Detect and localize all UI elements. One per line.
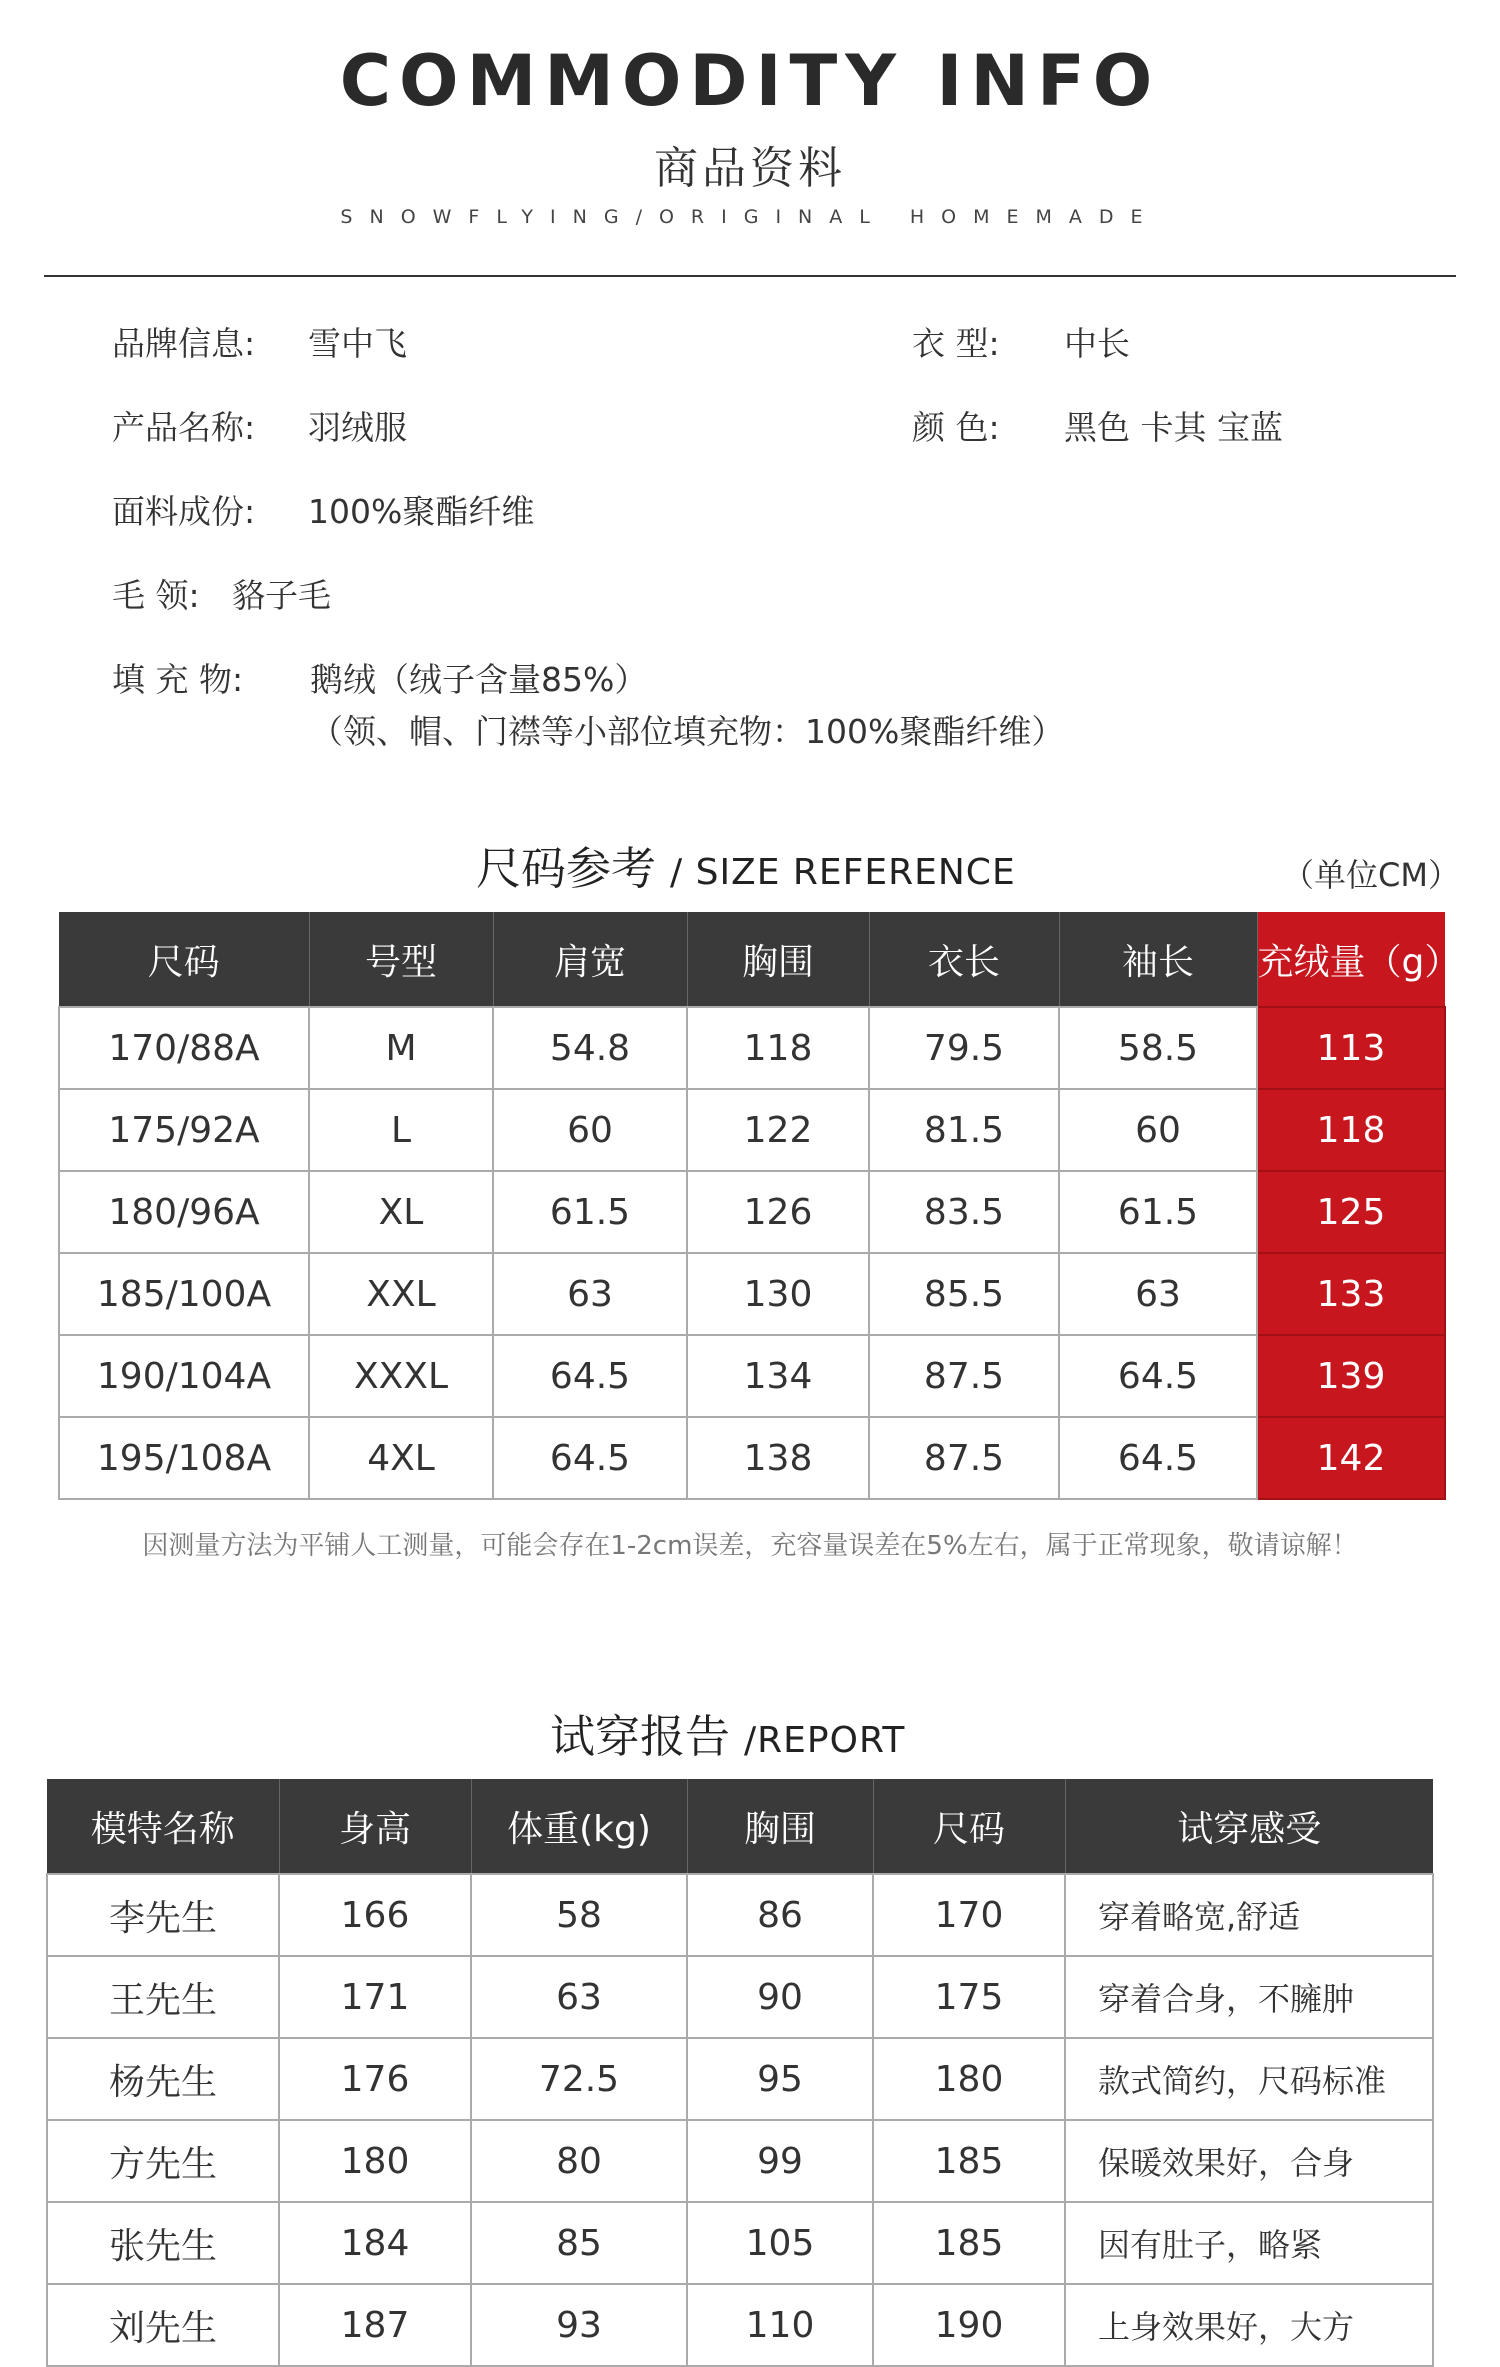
product-name-value: 羽绒服 [308,408,407,447]
weight-cell: 72.5 [471,2038,687,2120]
size-unit: （单位CM） [1282,856,1460,894]
size-section-heading [476,832,1016,897]
weight-cell: 63 [471,1956,687,2038]
chest-cell: 138 [687,1417,869,1499]
height-cell: 171 [279,1956,471,2038]
report-header-weight: 体重(kg) [471,1779,687,1874]
garment-type-label: 衣 型: [912,324,1000,363]
size-cell: 190 [873,2284,1065,2366]
header-divider [44,275,1456,277]
weight-cell: 93 [471,2284,687,2366]
model-cell: XXL [309,1253,493,1335]
report-header-size: 尺码 [873,1779,1065,1874]
weight-cell: 80 [471,2120,687,2202]
table-row [59,1335,1445,1417]
report-header-feeling: 试穿感受 [1065,1779,1433,1874]
size-header-chest: 胸围 [687,912,869,1007]
chest-cell: 134 [687,1335,869,1417]
table-row [47,2284,1433,2366]
table-row [47,1874,1433,1956]
size-cell: 170 [873,1874,1065,1956]
report-header-height: 身高 [279,1779,471,1874]
brand-label: 品牌信息: [112,324,256,363]
report-section-heading [550,1700,905,1765]
length-cell: 79.5 [869,1007,1059,1089]
sleeve-cell: 58.5 [1059,1007,1257,1089]
size-cell: 180 [873,2038,1065,2120]
model-name-cell: 王先生 [47,1956,279,2038]
fill-cell: 125 [1257,1171,1445,1253]
filling-value: 鹅绒（绒子含量85%） [310,660,648,699]
brand-tagline: SNOWFLYING/ORIGINAL HOMEMADE [340,206,1160,228]
weight-cell: 58 [471,1874,687,1956]
size-cell: 190/104A [59,1335,309,1417]
table-row [59,1007,1445,1089]
size-section-subtitle: / SIZE REFERENCE [670,852,1016,893]
table-row [59,1089,1445,1171]
size-header-model: 号型 [309,912,493,1007]
collar-label: 毛 领: [112,576,200,615]
table-row [47,2038,1433,2120]
shoulder-cell: 54.8 [493,1007,687,1089]
chest-cell: 126 [687,1171,869,1253]
chest-cell: 122 [687,1089,869,1171]
feeling-cell: 上身效果好，大方 [1065,2284,1433,2366]
page-title: COMMODITY INFO [339,40,1161,122]
sleeve-cell: 63 [1059,1253,1257,1335]
shoulder-cell: 61.5 [493,1171,687,1253]
report-section-title: 试穿报告 [550,1710,731,1763]
model-cell: 4XL [309,1417,493,1499]
table-row [47,2202,1433,2284]
model-name-cell: 方先生 [47,2120,279,2202]
chest-cell: 90 [687,1956,873,2038]
chest-cell: 118 [687,1007,869,1089]
feeling-cell: 款式简约，尺码标准 [1065,2038,1433,2120]
length-cell: 81.5 [869,1089,1059,1171]
sleeve-cell: 60 [1059,1089,1257,1171]
filling-label: 填 充 物: [112,660,244,699]
model-cell: XXXL [309,1335,493,1417]
height-cell: 187 [279,2284,471,2366]
height-cell: 176 [279,2038,471,2120]
size-cell: 175 [873,1956,1065,2038]
product-name-label: 产品名称: [112,408,256,447]
model-name-cell: 张先生 [47,2202,279,2284]
sleeve-cell: 64.5 [1059,1417,1257,1499]
measurement-note: 因测量方法为平铺人工测量，可能会存在1-2cm误差，充容量误差在5%左右，属于正常现象，敬请谅解！ [142,1531,1358,1561]
report-section-subtitle: /REPORT [744,1720,906,1761]
size-cell: 195/108A [59,1417,309,1499]
chest-cell: 95 [687,2038,873,2120]
model-name-cell: 杨先生 [47,2038,279,2120]
fill-cell: 133 [1257,1253,1445,1335]
chest-cell: 105 [687,2202,873,2284]
model-cell: M [309,1007,493,1089]
feeling-cell: 穿着合身，不臃肿 [1065,1956,1433,2038]
height-cell: 166 [279,1874,471,1956]
report-header-chest: 胸围 [687,1779,873,1874]
fill-cell: 142 [1257,1417,1445,1499]
weight-cell: 85 [471,2202,687,2284]
size-header-length: 衣长 [869,912,1059,1007]
page-subtitle: 商品资料 [654,143,846,194]
size-header-size: 尺码 [59,912,309,1007]
length-cell: 85.5 [869,1253,1059,1335]
report-table [46,1779,1434,2367]
height-cell: 184 [279,2202,471,2284]
size-cell: 185/100A [59,1253,309,1335]
size-table-header [59,912,1445,1007]
model-cell: L [309,1089,493,1171]
chest-cell: 130 [687,1253,869,1335]
model-name-cell: 李先生 [47,1874,279,1956]
table-row [59,1417,1445,1499]
fill-cell: 118 [1257,1089,1445,1171]
color-label: 颜 色: [912,408,1000,447]
length-cell: 87.5 [869,1417,1059,1499]
table-row [47,1956,1433,2038]
feeling-cell: 穿着略宽,舒适 [1065,1874,1433,1956]
sleeve-cell: 64.5 [1059,1335,1257,1417]
size-cell: 170/88A [59,1007,309,1089]
garment-type-value: 中长 [1064,324,1130,363]
shoulder-cell: 60 [493,1089,687,1171]
report-header-name: 模特名称 [47,1779,279,1874]
feeling-cell: 因有肚子，略紧 [1065,2202,1433,2284]
fill-cell: 113 [1257,1007,1445,1089]
feeling-cell: 保暖效果好，合身 [1065,2120,1433,2202]
size-header-sleeve: 袖长 [1059,912,1257,1007]
size-table [58,912,1461,1500]
size-header-shoulder: 肩宽 [493,912,687,1007]
length-cell: 87.5 [869,1335,1059,1417]
sleeve-cell: 61.5 [1059,1171,1257,1253]
shoulder-cell: 64.5 [493,1417,687,1499]
table-row [59,1171,1445,1253]
size-cell: 185 [873,2120,1065,2202]
chest-cell: 99 [687,2120,873,2202]
model-cell: XL [309,1171,493,1253]
size-header-fill: 充绒量（g） [1257,912,1445,1007]
report-table-header [47,1779,1433,1874]
size-cell: 180/96A [59,1171,309,1253]
fabric-value: 100%聚酯纤维 [308,492,535,531]
shoulder-cell: 64.5 [493,1335,687,1417]
fabric-label: 面料成份: [112,492,256,531]
collar-value: 貉子毛 [232,576,331,615]
color-value: 黑色 卡其 宝蓝 [1064,408,1283,447]
table-row [47,2120,1433,2202]
height-cell: 180 [279,2120,471,2202]
size-cell: 185 [873,2202,1065,2284]
model-name-cell: 刘先生 [47,2284,279,2366]
filling-note: （领、帽、门襟等小部位填充物：100%聚酯纤维） [310,712,1065,751]
shoulder-cell: 63 [493,1253,687,1335]
table-row [59,1253,1445,1335]
size-cell: 175/92A [59,1089,309,1171]
size-section-title: 尺码参考 [476,842,657,895]
chest-cell: 86 [687,1874,873,1956]
fill-cell: 139 [1257,1335,1445,1417]
chest-cell: 110 [687,2284,873,2366]
length-cell: 83.5 [869,1171,1059,1253]
brand-value: 雪中飞 [308,324,407,363]
